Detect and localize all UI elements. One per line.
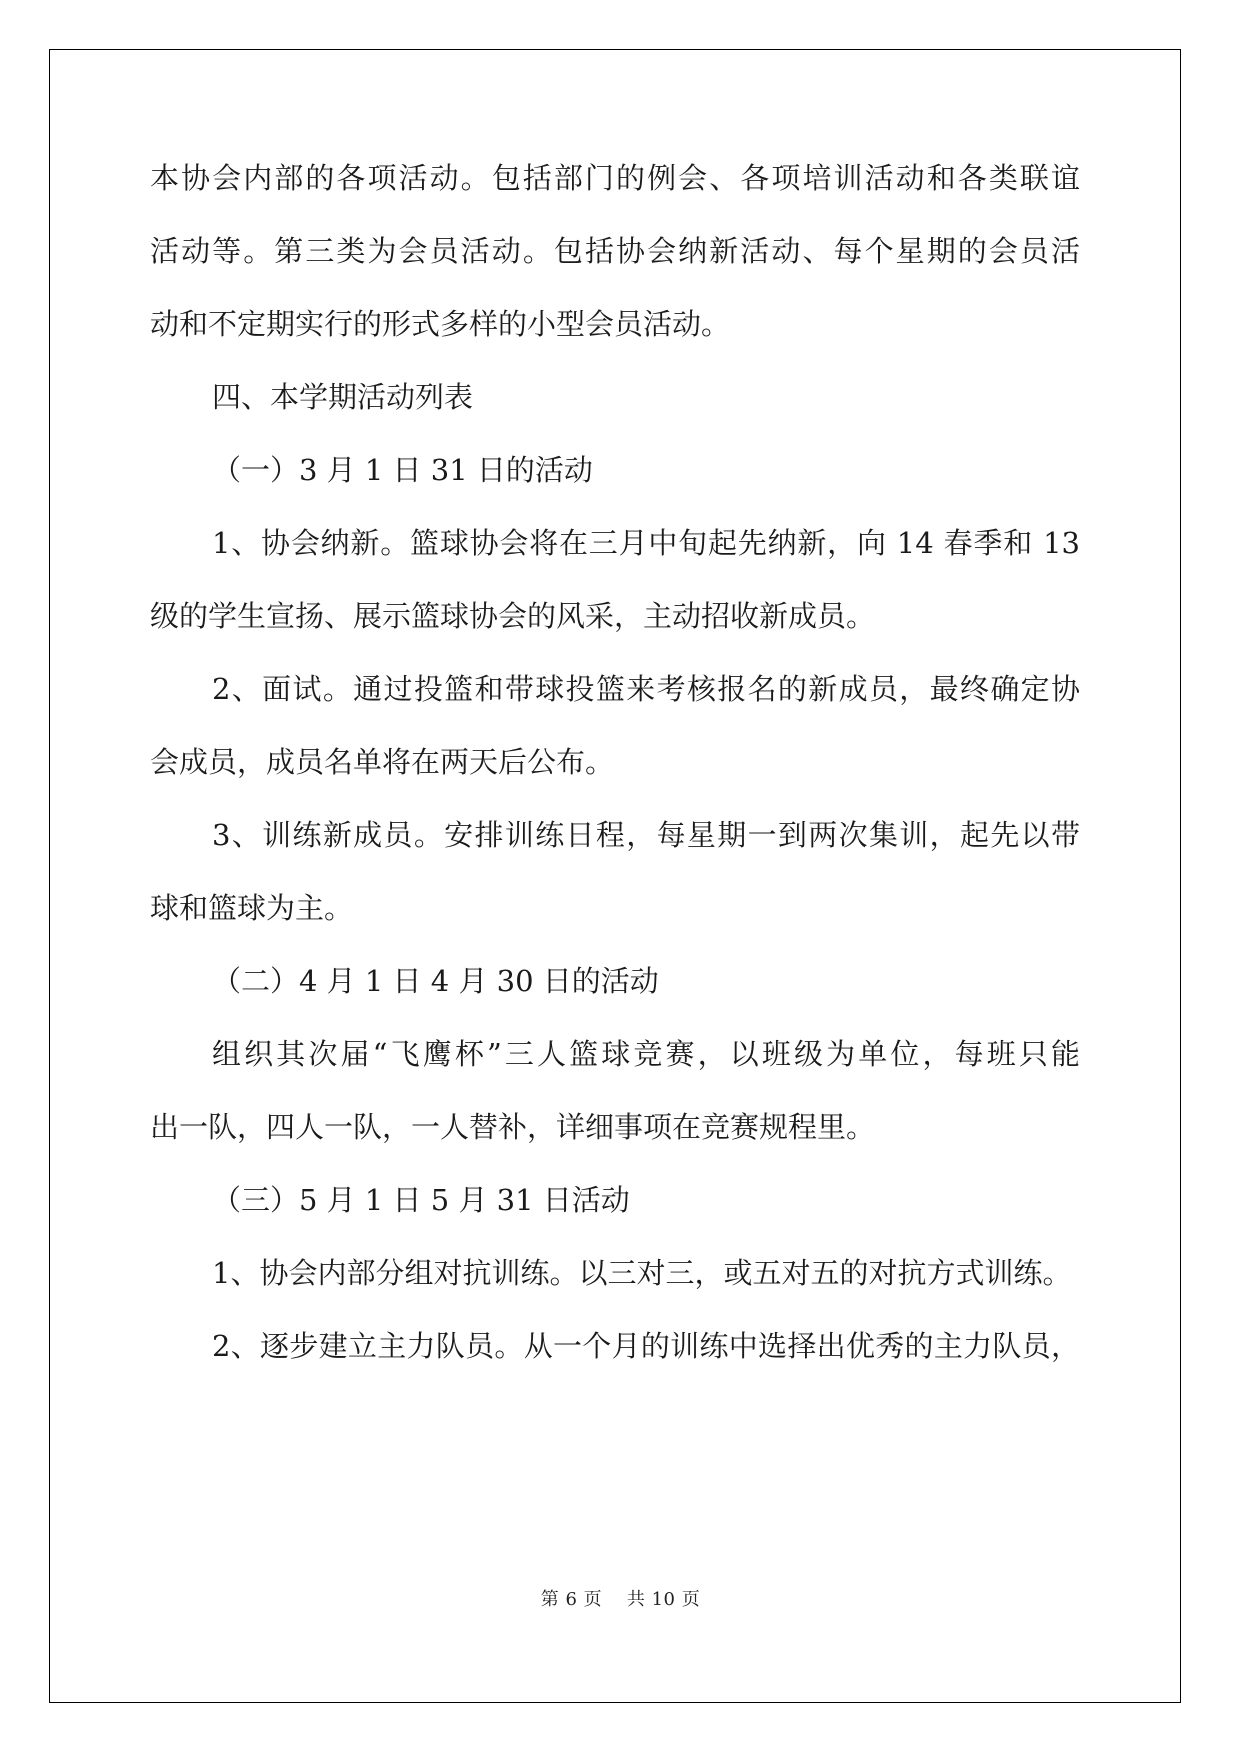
subsection-heading: （二）4 月 1 日 4 月 30 日的活动	[212, 964, 659, 998]
paragraph-line: 1、协会纳新。篮球协会将在三月中旬起先纳新，向 14 春季和 13	[212, 526, 1080, 560]
subsection-heading: （一）3 月 1 日 31 日的活动	[212, 453, 593, 487]
paragraph-line: 级的学生宣扬、展示篮球协会的风采，主动招收新成员。	[150, 599, 876, 633]
paragraph-line: 动和不定期实行的形式多样的小型会员活动。	[150, 307, 731, 341]
paragraph-line: 1、协会内部分组对抗训练。以三对三，或五对五的对抗方式训练。	[212, 1256, 1072, 1290]
paragraph-line: 2、逐步建立主力队员。从一个月的训练中选择出优秀的主力队员，	[212, 1329, 1080, 1363]
paragraph-line: 3、训练新成员。安排训练日程，每星期一到两次集训，起先以带	[212, 818, 1080, 852]
paragraph-line: 出一队，四人一队，一人替补，详细事项在竞赛规程里。	[150, 1110, 876, 1144]
section-heading: 四、本学期活动列表	[212, 380, 474, 414]
page-border	[49, 49, 1181, 1703]
paragraph-line: 组织其次届“飞鹰杯”三人篮球竞赛，以班级为单位，每班只能	[212, 1037, 1080, 1071]
subsection-heading: （三）5 月 1 日 5 月 31 日活动	[212, 1183, 630, 1217]
page-number: 第 6 页 共 10 页	[540, 1589, 701, 1610]
paragraph-line: 会成员，成员名单将在两天后公布。	[150, 745, 615, 779]
paragraph-line: 本协会内部的各项活动。包括部门的例会、各项培训活动和各类联谊	[150, 161, 1080, 195]
paragraph-line: 活动等。第三类为会员活动。包括协会纳新活动、每个星期的会员活	[150, 234, 1080, 268]
paragraph-line: 球和篮球为主。	[150, 891, 354, 925]
paragraph-line: 2、面试。通过投篮和带球投篮来考核报名的新成员，最终确定协	[212, 672, 1080, 706]
